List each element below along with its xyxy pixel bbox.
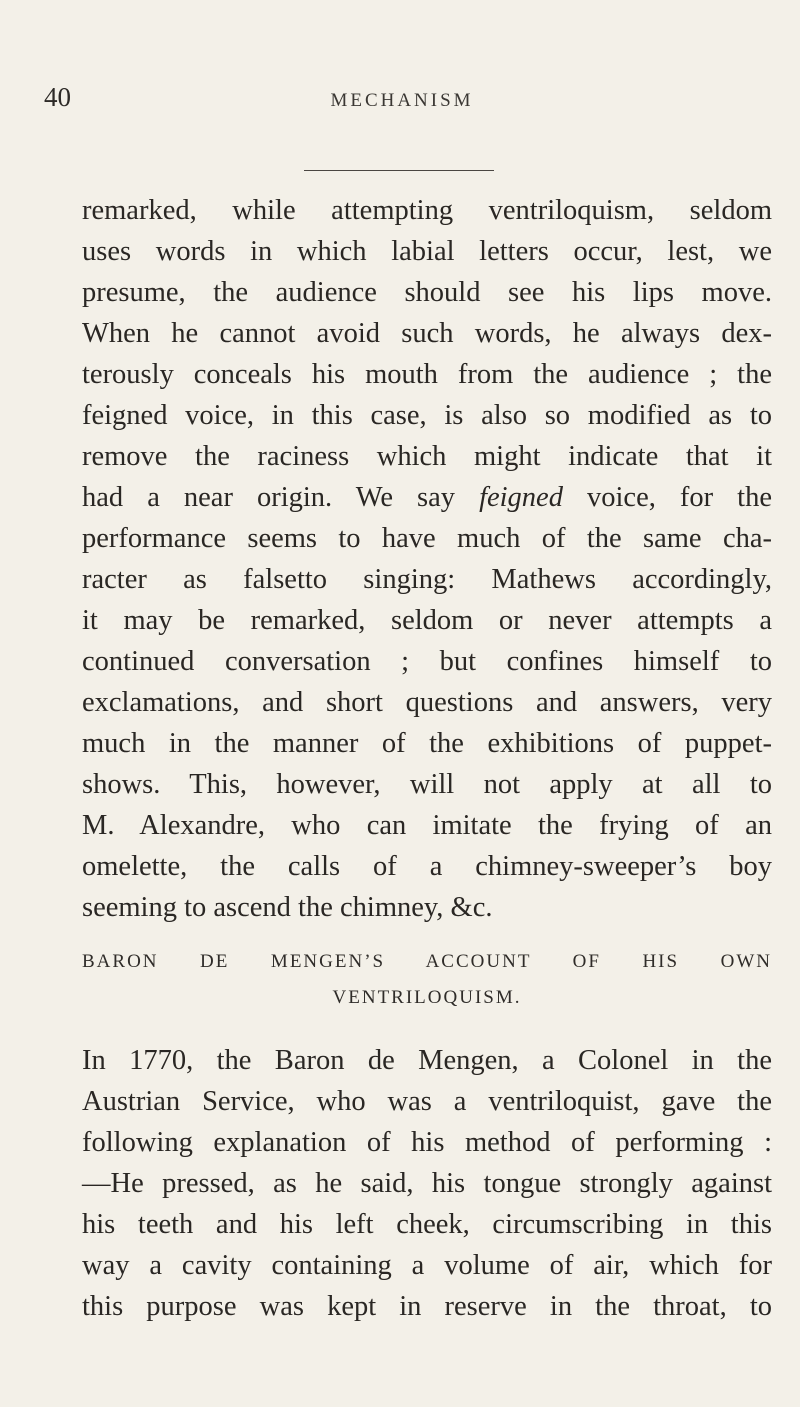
text-segment: voice, for the [562,482,772,513]
text-line: Austrian Service, who was a ventriloquist, gave the [82,1086,772,1117]
text-line: omelette, the calls of a chimney-sweeper’s boy [82,851,772,882]
text-line: seeming to ascend the chimney, &c. [82,892,493,923]
text-line: remove the raciness which might indicate that it [82,441,772,472]
text-line: terously conceals his mouth from the audience ; the [82,359,772,390]
text-line: uses words in which labial letters occur, lest, we [82,236,772,267]
text-line: remarked, while attempting ventriloquism, seldom [82,195,772,226]
text-line: performance seems to have much of the same cha- [82,523,772,554]
text-line: his teeth and his left cheek, circumscribing in this [82,1209,772,1240]
text-line: racter as falsetto singing: Mathews accordingly, [82,564,772,595]
page-header [44,82,760,126]
text-line: way a cavity containing a volume of air, which for [82,1250,772,1281]
italic-word: feigned [479,482,563,513]
text-segment: had a near origin. We say [82,482,480,513]
text-line: much in the manner of the exhibitions of puppet- [82,728,772,759]
text-line: —He pressed, as he said, his tongue strongly against [82,1168,772,1199]
text-line: following explanation of his method of performing : [82,1127,772,1158]
text-line: shows. This, however, will not apply at all to [82,769,772,800]
subheading-line: BARON DE MENGEN’S ACCOUNT OF HIS OWN [82,951,772,972]
header-rule [304,170,494,171]
text-line: exclamations, and short questions and answers, very [82,687,772,718]
section-subheading [82,948,772,1012]
text-line: M. Alexandre, who can imitate the frying of an [82,810,772,841]
text-line: In 1770, the Baron de Mengen, a Colonel in the [82,1045,772,1076]
text-line: feigned voice, in this case, is also so modified as to [82,400,772,431]
page-number: 40 [44,82,71,112]
running-head: MECHANISM [330,90,474,111]
paragraph-one [82,190,772,928]
text-line-with-italic [82,477,772,518]
subheading-line: VENTRILOQUISM. [332,987,522,1008]
text-line: this purpose was kept in reserve in the throat, to [82,1291,772,1322]
text-line: presume, the audience should see his lips move. [82,277,772,308]
paragraph-two [82,1040,772,1327]
text-line: continued conversation ; but confines himself to [82,646,772,677]
text-line: it may be remarked, seldom or never attempts a [82,605,772,636]
text-line: When he cannot avoid such words, he always dex- [82,318,772,349]
